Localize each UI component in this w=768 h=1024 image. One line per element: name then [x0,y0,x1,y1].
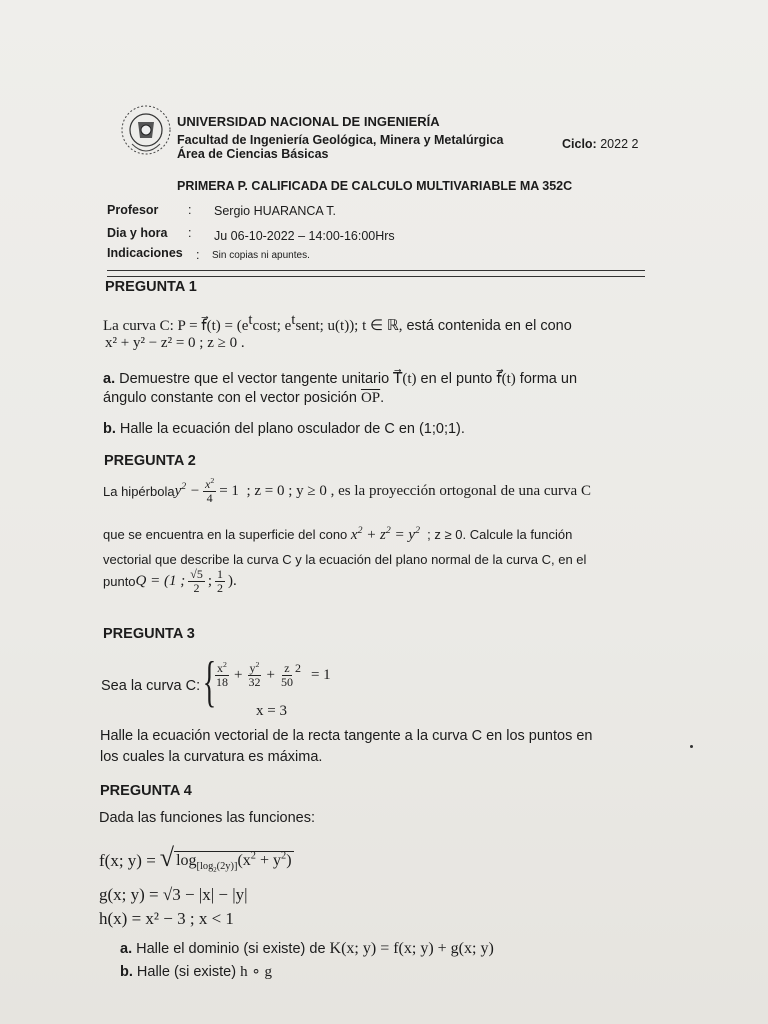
q1-part-a-line2: ángulo constante con el vector posición $\overline{OP}$. [103,390,385,406]
q2-line3: vectorial que describe la curva C y la ecuación del plano normal de la curva C, en el [103,552,587,567]
q1-curve-def-d: está contenida en el cono [402,318,572,334]
instructions-label: Indicaciones [107,246,183,260]
ink-speck [690,745,693,748]
cycle [562,137,638,151]
q4-part-a: a. Halle el dominio (si existe) de K(x; y) = f(x; y) + g(x; y) [120,940,494,957]
q4-part-b: b. Halle (si existe) h ∘ g [120,964,272,980]
q2-point-fraction-1: $\frac{√5}{2}$ [190,567,203,596]
q1-curve-def-a: La curva C: P = f⃗(t) = (e [103,318,249,334]
professor-colon: : [188,203,192,217]
instructions-value: Sin copias ni apuntes. [212,250,310,261]
q2-hyperbola-fraction: $\frac{x^2}{4}$ [204,476,215,506]
q3-line2: los cuales la curvatura es máxima. [100,749,323,765]
question-1-title: PREGUNTA 1 [105,279,197,295]
question-2-title: PREGUNTA 2 [104,453,196,469]
q1-statement: La curva C: P = f⃗(t) = ($e^t\cos t$; $e^tsent$; u(t)); t ∈ ℝ, está contenida en el cono [103,312,572,334]
q4-lead: Dada las funciones las funciones: [99,810,316,826]
cycle-value: 2022 2 [600,137,639,151]
q2-point-fraction-2: $\frac{1}{2}$ [217,567,224,596]
separator-line [107,276,645,277]
university-seal-logo [118,100,174,164]
q3-ellipsoid-equation: $\frac{x^2}{18}$ + $\frac{y^2}{32}$ + $\frac{z}{50}$ $^2$ = 1 [216,660,331,690]
q2-line2: que se encuentra en la superficie del cono $x^2 + z^2 = y^2$ ; z ≥ 0. Calcule la función [103,525,573,543]
faculty-name: Facultad de Ingeniería Geológica, Minera y Metalúrgica [177,133,504,147]
q4-h-definition: h(x) = x² − 3 ; x < 1 [99,909,234,928]
q1-part-a: a. Demuestre que el vector tangente unitario T⃗(t) en el punto f⃗(t) forma un [103,371,578,387]
university-name: UNIVERSIDAD NACIONAL DE INGENIERÍA [177,114,440,129]
q1-curve-def-c: sent; u(t)); t ∈ ℝ, [295,318,403,334]
q1-cone-equation: x² + y² − z² = 0 ; z ≥ 0 . [105,335,245,351]
date-value: Ju 06-10-2022 – 14:00-16:00Hrs [214,229,395,243]
q1-part-b-label: b. [103,421,116,437]
q4-part-a-label: a. [120,941,133,957]
cycle-label: Ciclo: [562,137,597,151]
exam-title: PRIMERA P. CALIFICADA DE CALCULO MULTIVARIABLE MA 352C [177,179,573,193]
q2-line1: La hipérbola $y^2$ − $\frac{x^2}{4}$ = 1 ; z = 0 ; y ≥ 0 , es la proyección ortogonal de una curva C [103,476,591,506]
q3-plane-equation: x = 3 [256,703,287,719]
question-3-title: PREGUNTA 3 [103,626,195,642]
q4-f-definition: f(x; y) = √ $\log_{[log_2(2y)]}(x^2 + y^2)$ [99,843,292,874]
q1-part-a-label: a. [103,371,116,387]
date-colon: : [188,226,192,240]
q3-brace: { [202,651,217,713]
q3-line1: Halle la ecuación vectorial de la recta tangente a la curva C en los puntos en [100,728,593,744]
question-4-title: PREGUNTA 4 [100,783,192,799]
q4-g-definition: g(x; y) = √3 − |x| − |y| [99,885,248,904]
instructions-colon: : [196,248,200,262]
q3-lead: Sea la curva C: [101,678,201,694]
professor-value: Sergio HUARANCA T. [214,204,337,218]
area-name: Área de Ciencias Básicas [177,147,329,161]
q2-line4: punto Q = (1 ; $\frac{√5}{2}$ ; $\frac{1}{2}$ ). [103,567,237,596]
q1-part-b: b. Halle la ecuación del plano osculador de C en (1;0;1). [103,421,465,437]
q1-curve-def-b: cost; e [252,318,292,334]
q4-part-b-label: b. [120,964,133,980]
professor-label: Profesor [107,203,159,217]
separator-line [107,270,645,271]
date-label: Dia y hora [107,226,168,240]
